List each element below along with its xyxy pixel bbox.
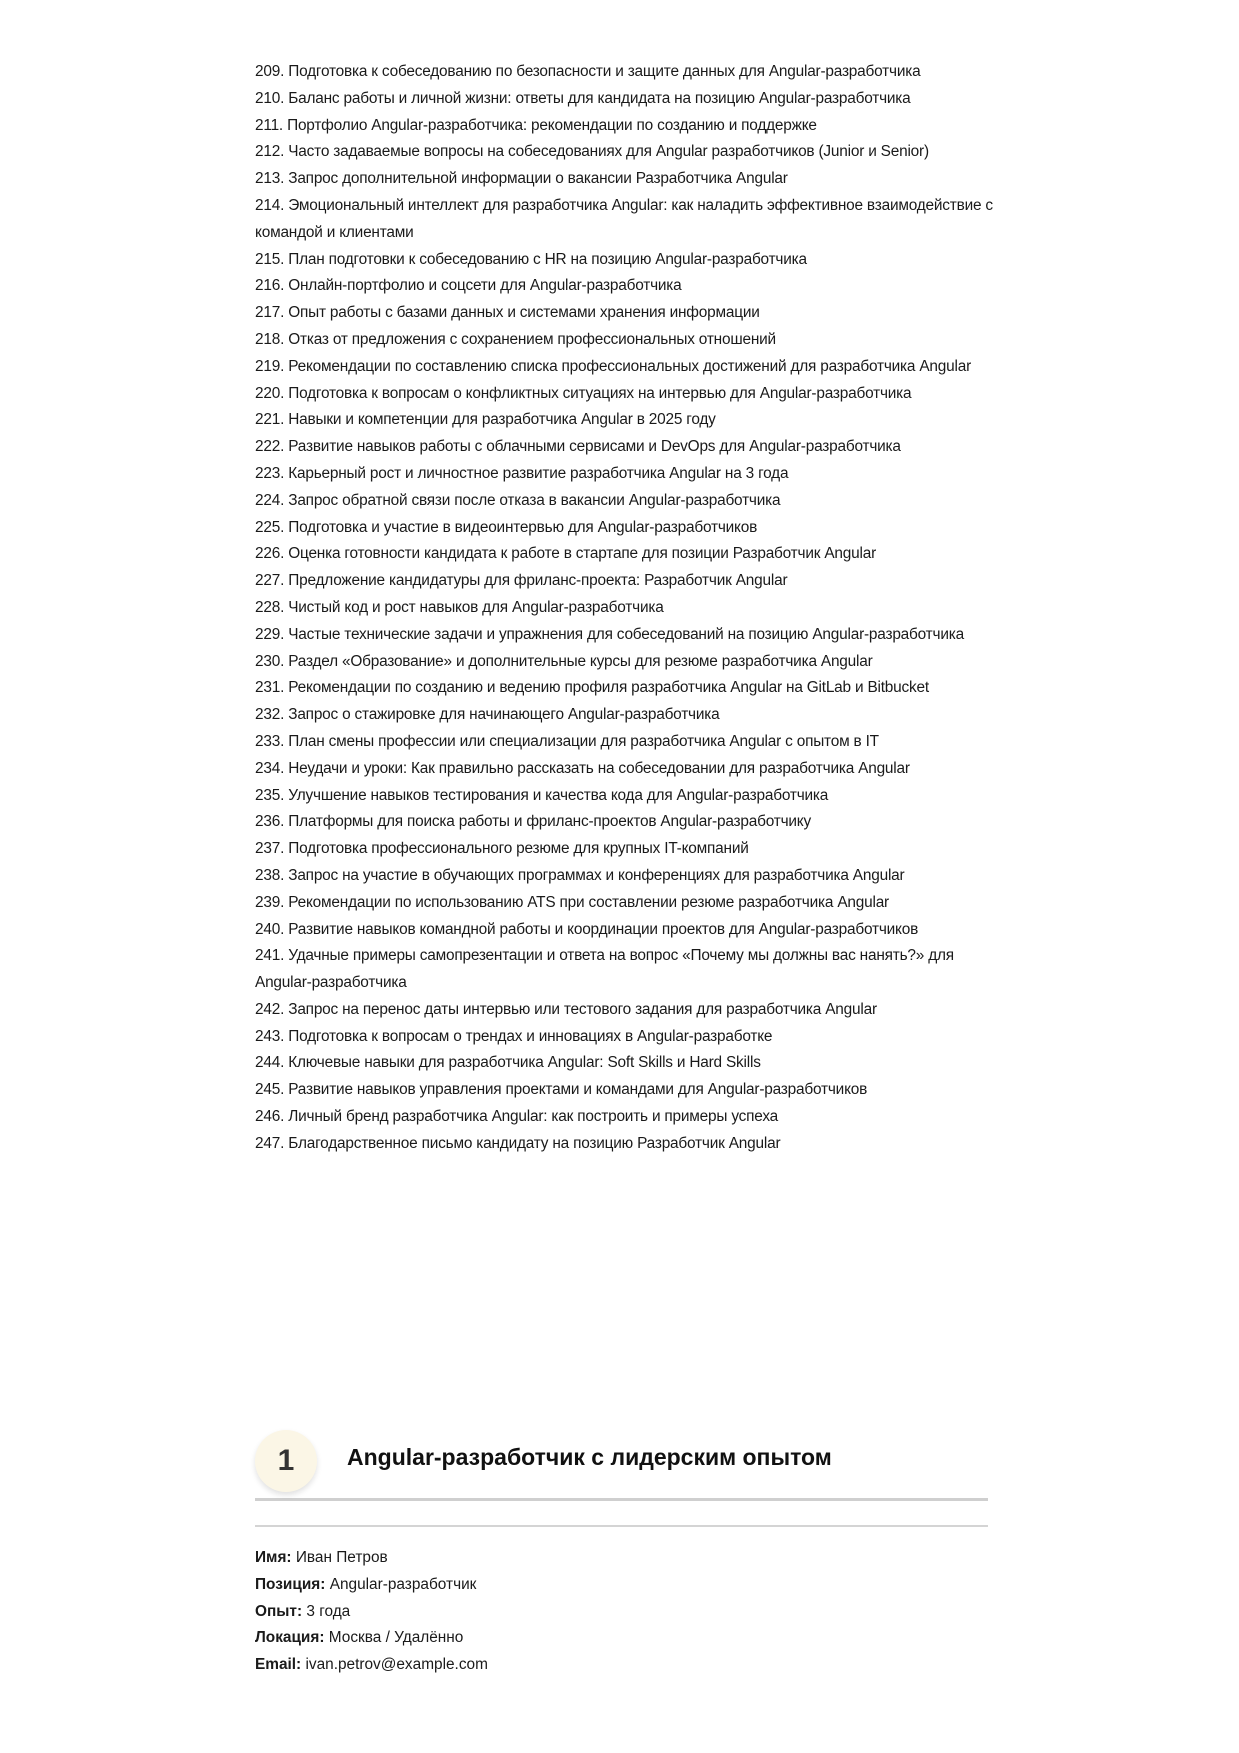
list-item[interactable]: 209. Подготовка к собеседованию по безопасности и защите данных для Angular-разработчика (255, 63, 921, 80)
list-item[interactable]: 219. Рекомендации по составлению списка профессиональных достижений для разработчика Angular (255, 357, 972, 375)
list-item[interactable]: 242. Запрос на перенос даты интервью или тестового задания для разработчика Angular (255, 1000, 877, 1018)
list-item[interactable]: 237. Подготовка профессионального резюме для крупных IT-компаний (255, 840, 749, 858)
list-item[interactable]: 227. Предложение кандидатуры для фриланс-проекта: Разработчик Angular (255, 572, 788, 590)
field-row (255, 1545, 488, 1572)
list-item[interactable]: 247. Благодарственное письмо кандидату на позицию Разработчик Angular (255, 1134, 781, 1152)
field-label: Локация: (255, 1629, 325, 1647)
list-item[interactable]: 211. Портфолио Angular-разработчика: рекомендации по созданию и поддержке (255, 116, 817, 134)
list-item[interactable]: 224. Запрос обратной связи после отказа в вакансии Angular-разработчика (255, 491, 781, 509)
list-item[interactable]: 241. Удачные примеры самопрезентации и ответа на вопрос «Почему мы должны вас нанять?» для Angular-разработчика (255, 947, 954, 992)
list-item[interactable]: 226. Оценка готовности кандидата к работе в стартапе для позиции Разработчик Angular (255, 545, 877, 563)
list-item[interactable]: 214. Эмоциональный интеллект для разработчика Angular: как наладить эффективное взаимодействие с командой и клиентами (255, 196, 993, 241)
list-item[interactable]: 221. Навыки и компетенции для разработчика Angular в 2025 году (255, 411, 716, 429)
list-item[interactable]: 210. Баланс работы и личной жизни: ответы для кандидата на позицию Angular-разработчика (255, 89, 911, 107)
list-item[interactable]: 225. Подготовка и участие в видеоинтервью для Angular-разработчиков (255, 518, 758, 536)
section-number-badge: 1 (255, 1430, 317, 1492)
list-item[interactable]: 212. Часто задаваемые вопросы на собеседованиях для Angular разработчиков (Junior и Senior) (255, 143, 929, 161)
list-item[interactable]: 231. Рекомендации по созданию и ведению профиля разработчика Angular на GitLab и Bitbucket (255, 679, 929, 697)
list-item[interactable]: 234. Неудачи и уроки: Как правильно рассказать на собеседовании для разработчика Angular (255, 759, 910, 777)
list-item[interactable]: 220. Подготовка к вопросам о конфликтных ситуациях на интервью для Angular-разработчика (255, 384, 912, 402)
field-row (255, 1625, 488, 1652)
list-item[interactable]: 236. Платформы для поиска работы и фриланс-проектов Angular-разработчику (255, 813, 812, 831)
article-list (255, 59, 995, 1158)
list-item[interactable]: 232. Запрос о стажировке для начинающего Angular-разработчика (255, 706, 720, 724)
list-item[interactable]: 222. Развитие навыков работы с облачными сервисами и DevOps для Angular-разработчика (255, 438, 901, 456)
list-item[interactable]: 243. Подготовка к вопросам о трендах и инновациях в Angular-разработке (255, 1027, 773, 1045)
field-label: Позиция: (255, 1575, 326, 1593)
resume-fields (255, 1545, 488, 1679)
field-label: Опыт: (255, 1602, 303, 1620)
field-row (255, 1652, 488, 1679)
list-item[interactable]: 239. Рекомендации по использованию ATS при составлении резюме разработчика Angular (255, 893, 889, 911)
field-value: Москва / Удалённо (328, 1629, 464, 1647)
list-item[interactable]: 240. Развитие навыков командной работы и координации проектов для Angular-разработчиков (255, 920, 919, 938)
list-item[interactable]: 218. Отказ от предложения с сохранением профессиональных отношений (255, 330, 776, 348)
list-item[interactable]: 233. План смены профессии или специализации для разработчика Angular с опытом в IT (255, 732, 879, 750)
section-heading (255, 1428, 988, 1501)
divider (255, 1525, 988, 1527)
list-item[interactable]: 217. Опыт работы с базами данных и системами хранения информации (255, 304, 760, 322)
list-item[interactable]: 238. Запрос на участие в обучающих программах и конференциях для разработчика Angular (255, 866, 905, 884)
list-item[interactable]: 213. Запрос дополнительной информации о вакансии Разработчика Angular (255, 170, 788, 188)
field-value: 3 года (306, 1602, 351, 1620)
field-label: Email: (255, 1656, 302, 1674)
list-item[interactable]: 223. Карьерный рост и личностное развитие разработчика Angular на 3 года (255, 464, 789, 482)
field-value: ivan.petrov@example.com (305, 1656, 488, 1674)
field-label: Имя: (255, 1549, 292, 1566)
list-item[interactable]: 230. Раздел «Образование» и дополнительные курсы для резюме разработчика Angular (255, 652, 873, 670)
list-item[interactable]: 228. Чистый код и рост навыков для Angular-разработчика (255, 598, 664, 616)
field-row (255, 1599, 488, 1626)
list-item[interactable]: 245. Развитие навыков управления проектами и командами для Angular-разработчиков (255, 1081, 868, 1099)
list-item[interactable]: 215. План подготовки к собеседованию с HR на позицию Angular-разработчика (255, 250, 807, 268)
list-item[interactable]: 216. Онлайн-портфолио и соцсети для Angular-разработчика (255, 277, 682, 295)
field-row (255, 1572, 488, 1599)
list-item[interactable]: 246. Личный бренд разработчика Angular: как построить и примеры успеха (255, 1108, 778, 1126)
field-value: Angular-разработчик (329, 1575, 477, 1593)
list-item[interactable]: 244. Ключевые навыки для разработчика Angular: Soft Skills и Hard Skills (255, 1054, 761, 1072)
list-item[interactable]: 229. Частые технические задачи и упражнения для собеседований на позицию Angular-разработчика (255, 625, 964, 643)
field-value: Иван Петров (295, 1549, 388, 1566)
list-item[interactable]: 235. Улучшение навыков тестирования и качества кода для Angular-разработчика (255, 786, 829, 804)
section-title: Angular-разработчик с лидерским опытом (347, 1444, 832, 1470)
